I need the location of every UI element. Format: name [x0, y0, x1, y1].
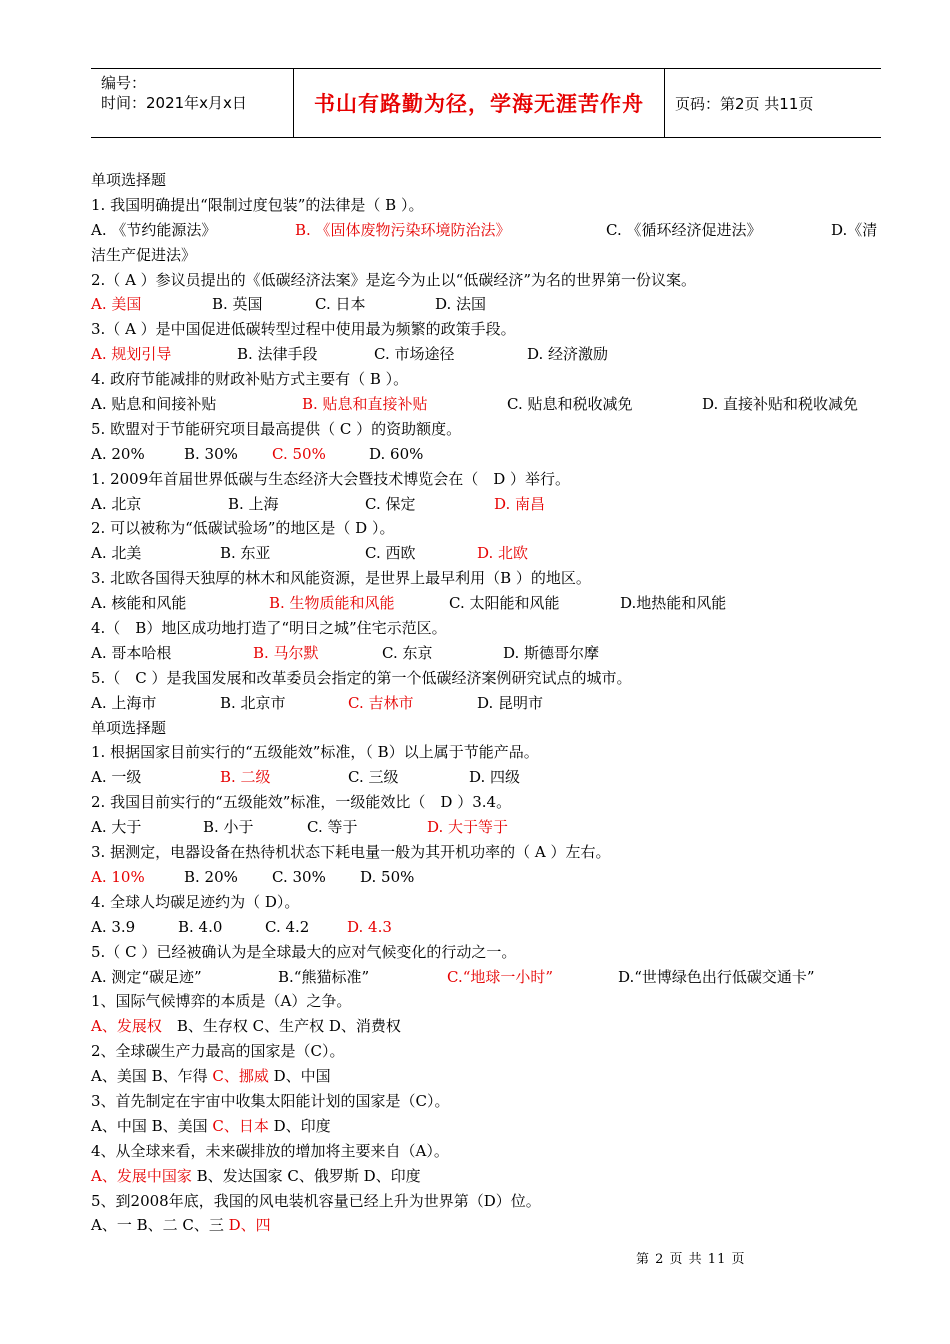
text-line: [91, 566, 891, 591]
time-label: 时间：2021年x月x日: [101, 94, 247, 112]
answer-option: C.“地球一小时”: [447, 967, 554, 986]
text-segment: 4.（ B）地区成功地打造了“明日之城”住宅示范区。: [91, 619, 447, 638]
text-line: [91, 989, 891, 1014]
text-segment: A、发展权: [91, 1017, 162, 1036]
text-line: [91, 840, 891, 865]
text-segment: 1、国际气候博弈的本质是（A）之争。: [91, 992, 352, 1011]
answer-option: A. 北美: [91, 544, 142, 563]
answer-option: B. 4.0: [178, 917, 223, 936]
text-segment: 2、全球碳生产力最高的国家是（C）。: [91, 1042, 345, 1061]
answer-option: C. 西欧: [365, 544, 416, 563]
answer-option: C. 吉林市: [348, 693, 414, 712]
answer-option: D.地热能和风能: [620, 594, 727, 613]
text-line: [91, 890, 891, 915]
text-line: [91, 1213, 891, 1238]
text-line: [91, 940, 891, 965]
text-line: [91, 1039, 891, 1064]
text-line: [91, 740, 891, 765]
text-line: [91, 765, 891, 790]
text-segment: A、一 B、二 C、三: [91, 1216, 229, 1235]
text-segment: 3、首先制定在宇宙中收集太阳能计划的国家是（C）。: [91, 1091, 450, 1110]
answer-option: B. 东亚: [220, 544, 271, 563]
answer-option: D. 60%: [369, 444, 424, 463]
answer-option: B. 30%: [184, 444, 238, 463]
document-header: [91, 68, 881, 138]
page-footer: 第 2 页 共 11 页: [636, 1252, 746, 1267]
answer-option: A. 大于: [91, 818, 142, 837]
text-segment: 4. 政府节能减排的财政补贴方式主要有（ B ）。: [91, 370, 409, 389]
text-line: [91, 292, 891, 317]
text-segment: A、发展中国家: [91, 1166, 192, 1185]
text-line: [91, 1189, 891, 1214]
answer-option: B. 北京市: [220, 693, 286, 712]
answer-option: D.《清: [831, 220, 878, 239]
text-segment: 5. 欧盟对于节能研究项目最高提供（ C ）的资助额度。: [91, 419, 462, 438]
answer-option: B. 法律手段: [237, 345, 318, 364]
answer-option: A. 北京: [91, 494, 142, 513]
text-segment: 5、到2008年底，我国的风电装机容量已经上升为世界第（D）位。: [91, 1191, 541, 1210]
answer-option: B. 生物质能和风能: [269, 594, 395, 613]
answer-option: D. 4.3: [347, 917, 392, 936]
text-segment: 3. 北欧各国得天独厚的林木和风能资源，是世界上最早利用（B ）的地区。: [91, 569, 591, 588]
answer-option: D. 大于等于: [427, 818, 509, 837]
answer-option: B.“熊猫标准”: [278, 967, 370, 986]
text-line: [91, 790, 891, 815]
answer-option: C. 太阳能和风能: [449, 594, 560, 613]
text-line: [91, 591, 891, 616]
answer-option: D. 南昌: [494, 494, 546, 513]
text-segment: B、生存权 C、生产权 D、消费权: [161, 1017, 401, 1036]
text-line: [91, 492, 891, 517]
text-line: [91, 965, 891, 990]
text-segment: 洁生产促进法》: [91, 245, 197, 264]
answer-option: B. 20%: [184, 867, 238, 886]
text-segment: C、挪威: [212, 1067, 269, 1086]
answer-option: C. 贴息和税收减免: [507, 395, 633, 414]
text-line: [91, 467, 891, 492]
text-segment: 2. 可以被称为“低碳试验场”的地区是（ D ）。: [91, 519, 395, 538]
text-segment: 1. 2009年首届世界低碳与生态经济大会暨技术博览会在（ D ）举行。: [91, 469, 571, 488]
text-line: [91, 442, 891, 467]
text-line: [91, 243, 891, 268]
text-segment: 4. 全球人均碳足迹约为（ D）。: [91, 892, 300, 911]
answer-option: A. 20%: [91, 444, 145, 463]
text-segment: A、中国 B、美国: [91, 1116, 213, 1135]
answer-option: C. 三级: [348, 768, 399, 787]
answer-option: A. 规划引导: [91, 345, 172, 364]
text-segment: 2.（ A ）参议员提出的《低碳经济法案》是迄今为止以“低碳经济”为名的世界第一份议案。: [91, 270, 697, 289]
text-segment: 1. 根据国家目前实行的“五级能效”标准，（ B）以上属于节能产品。: [91, 743, 539, 762]
answer-option: C. 30%: [272, 867, 326, 886]
answer-option: C. 东京: [382, 643, 433, 662]
text-segment: C、日本: [212, 1116, 269, 1135]
text-line: [91, 815, 891, 840]
answer-option: C. 等于: [307, 818, 358, 837]
text-line: [91, 915, 891, 940]
text-line: [91, 541, 891, 566]
answer-option: C. 保定: [365, 494, 416, 513]
header-motto-cell: [293, 69, 665, 137]
text-line: [91, 1114, 891, 1139]
text-line: [91, 1089, 891, 1114]
text-segment: 1. 我国明确提出“限制过度包装”的法律是（ B ）。: [91, 195, 424, 214]
question-list: [91, 168, 891, 1238]
text-segment: A、美国 B、乍得: [91, 1067, 213, 1086]
answer-option: C. 50%: [272, 444, 326, 463]
page-label: 页码：第2页 共11页: [675, 94, 814, 113]
text-line: [91, 193, 891, 218]
text-line: [91, 417, 891, 442]
answer-option: D. 法国: [435, 295, 487, 314]
text-line: [91, 641, 891, 666]
text-segment: 3.（ A ）是中国促进低碳转型过程中使用最为频繁的政策手段。: [91, 320, 516, 339]
answer-option: B. 二级: [220, 768, 271, 787]
answer-option: B. 上海: [228, 494, 279, 513]
text-line: [91, 691, 891, 716]
text-segment: 5.（ C ）已经被确认为是全球最大的应对气候变化的行动之一。: [91, 942, 517, 961]
text-segment: 5.（ C ）是我国发展和改革委员会指定的第一个低碳经济案例研究试点的城市。: [91, 668, 632, 687]
answer-option: B. 小于: [203, 818, 254, 837]
text-segment: 2. 我国目前实行的“五级能效”标准，一级能效比（ D ）3.4。: [91, 793, 512, 812]
answer-option: C. 日本: [315, 295, 366, 314]
answer-option: B. 《固体废物污染环境防治法》: [295, 220, 511, 239]
text-line: [91, 168, 891, 193]
answer-option: A. 哥本哈根: [91, 643, 172, 662]
text-line: [91, 268, 891, 293]
answer-option: D. 斯德哥尔摩: [503, 643, 600, 662]
answer-option: D. 昆明市: [477, 693, 544, 712]
text-line: [91, 1064, 891, 1089]
answer-option: A. 上海市: [91, 693, 157, 712]
text-segment: D、中国: [268, 1067, 331, 1086]
text-segment: D、印度: [268, 1116, 331, 1135]
text-line: [91, 1164, 891, 1189]
answer-option: A. 《节约能源法》: [91, 220, 217, 239]
answer-option: B. 贴息和直接补贴: [302, 395, 428, 414]
text-line: [91, 317, 891, 342]
header-meta: [91, 69, 293, 137]
text-segment: B、发达国家 C、俄罗斯 D、印度: [191, 1166, 421, 1185]
header-page-cell: [665, 69, 881, 137]
answer-option: D. 四级: [469, 768, 521, 787]
text-line: [91, 367, 891, 392]
text-segment: 单项选择题: [91, 171, 167, 189]
text-line: [91, 342, 891, 367]
answer-option: A. 贴息和间接补贴: [91, 395, 217, 414]
text-line: [91, 716, 891, 741]
motto-text: 书山有路勤为径，学海无涯苦作舟: [314, 92, 644, 116]
answer-option: D.“世博绿色出行低碳交通卡”: [618, 967, 815, 986]
number-label: 编号：: [101, 74, 147, 92]
answer-option: A. 美国: [91, 295, 142, 314]
answer-option: A. 10%: [91, 867, 145, 886]
answer-option: A. 测定“碳足迹”: [91, 967, 202, 986]
text-line: [91, 666, 891, 691]
answer-option: C. 市场途径: [374, 345, 455, 364]
text-line: [91, 865, 891, 890]
answer-option: C. 4.2: [265, 917, 310, 936]
text-line: [91, 1139, 891, 1164]
answer-option: A. 一级: [91, 768, 142, 787]
answer-option: A. 3.9: [91, 917, 136, 936]
answer-option: D. 北欧: [477, 544, 529, 563]
text-segment: 3. 据测定，电器设备在热待机状态下耗电量一般为其开机功率的（ A ）左右。: [91, 843, 611, 862]
answer-option: D. 直接补贴和税收减免: [702, 395, 859, 414]
answer-option: D. 50%: [360, 867, 415, 886]
answer-option: B. 英国: [212, 295, 263, 314]
answer-option: C. 《循环经济促进法》: [606, 220, 762, 239]
text-segment: D、四: [228, 1216, 271, 1235]
text-segment: 4、从全球来看，未来碳排放的增加将主要来自（A）。: [91, 1141, 449, 1160]
answer-option: A. 核能和风能: [91, 594, 187, 613]
text-line: [91, 516, 891, 541]
text-segment: 单项选择题: [91, 718, 167, 737]
answer-option: D. 经济激励: [527, 345, 609, 364]
text-line: [91, 392, 891, 417]
answer-option: B. 马尔默: [253, 643, 319, 662]
text-line: [91, 616, 891, 641]
text-line: [91, 218, 891, 243]
text-line: [91, 1014, 891, 1039]
